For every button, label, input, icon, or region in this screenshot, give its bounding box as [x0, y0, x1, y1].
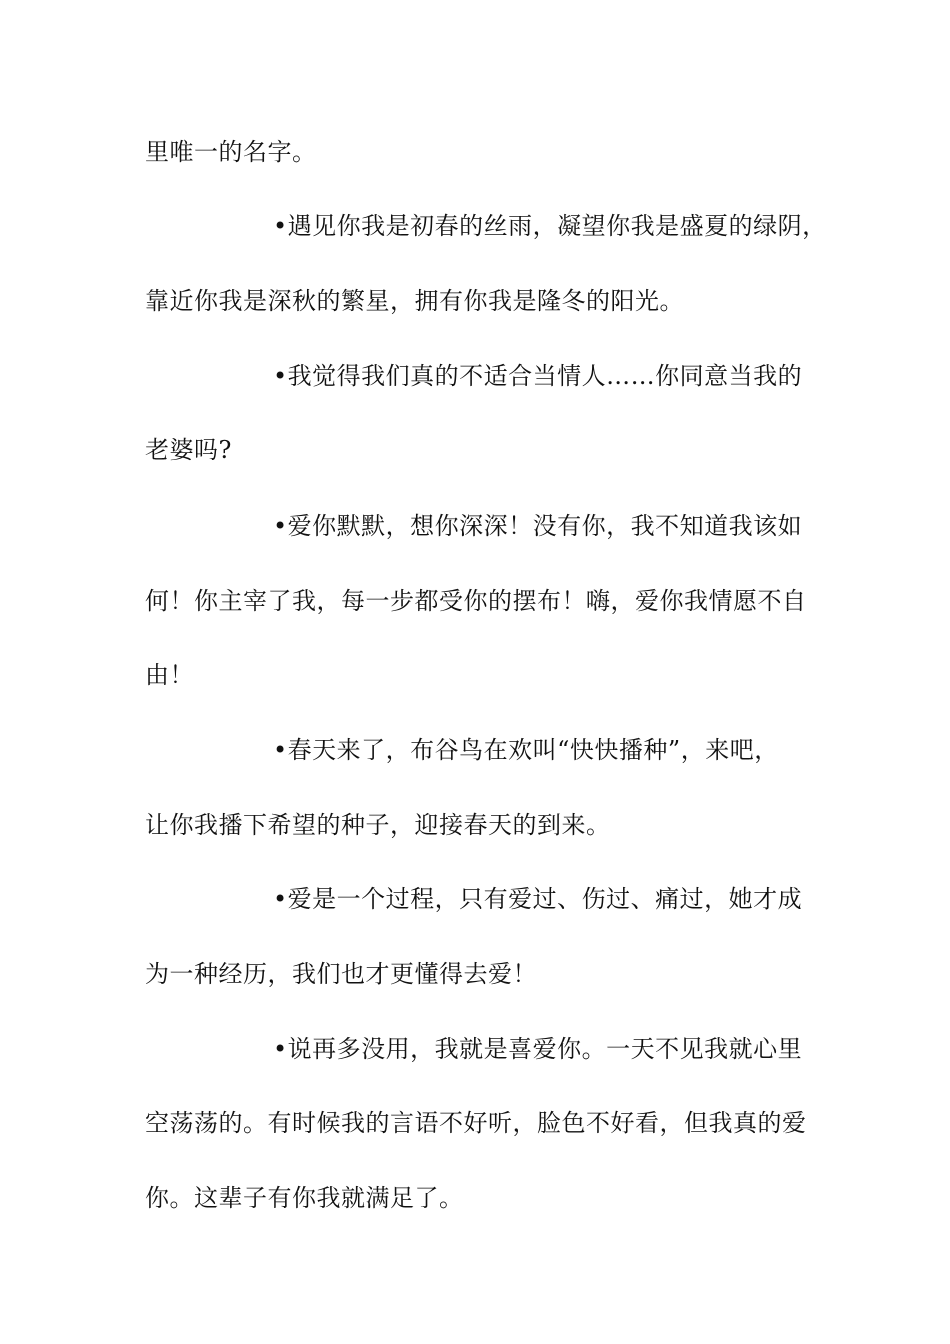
text-line: 你。这辈子有你我就满足了。 — [145, 1184, 464, 1212]
text-line: 老婆吗? — [145, 436, 232, 464]
text-line-bullet: •我觉得我们真的不适合当情人……你同意当我的 — [273, 362, 803, 390]
text-line-bullet: •春天来了，布谷鸟在欢叫“快快播种”，来吧， — [273, 736, 779, 764]
text-line: 让你我播下希望的种子，迎接春天的到来。 — [145, 811, 611, 839]
text-line-bullet: •说再多没用，我就是喜爱你。一天不见我就心里 — [273, 1035, 803, 1063]
text-line: 里唯一的名字。 — [145, 138, 317, 166]
text-line: 靠近你我是深秋的繁星，拥有你我是隆冬的阳光。 — [145, 287, 684, 315]
text-line: 空荡荡的。有时候我的言语不好听，脸色不好看，但我真的爱 — [145, 1109, 807, 1137]
text-line-bullet: •遇见你我是初春的丝雨，凝望你我是盛夏的绿阴， — [273, 212, 827, 240]
text-line-bullet: •爱是一个过程，只有爱过、伤过、痛过，她才成 — [273, 885, 803, 913]
text-line-bullet: •爱你默默，想你深深！没有你，我不知道我该如 — [273, 512, 803, 540]
text-line: 由！ — [145, 661, 194, 689]
text-line: 何！你主宰了我，每一步都受你的摆布！嗨，爱你我情愿不自 — [145, 587, 807, 615]
text-line: 为一种经历，我们也才更懂得去爱！ — [145, 960, 537, 988]
